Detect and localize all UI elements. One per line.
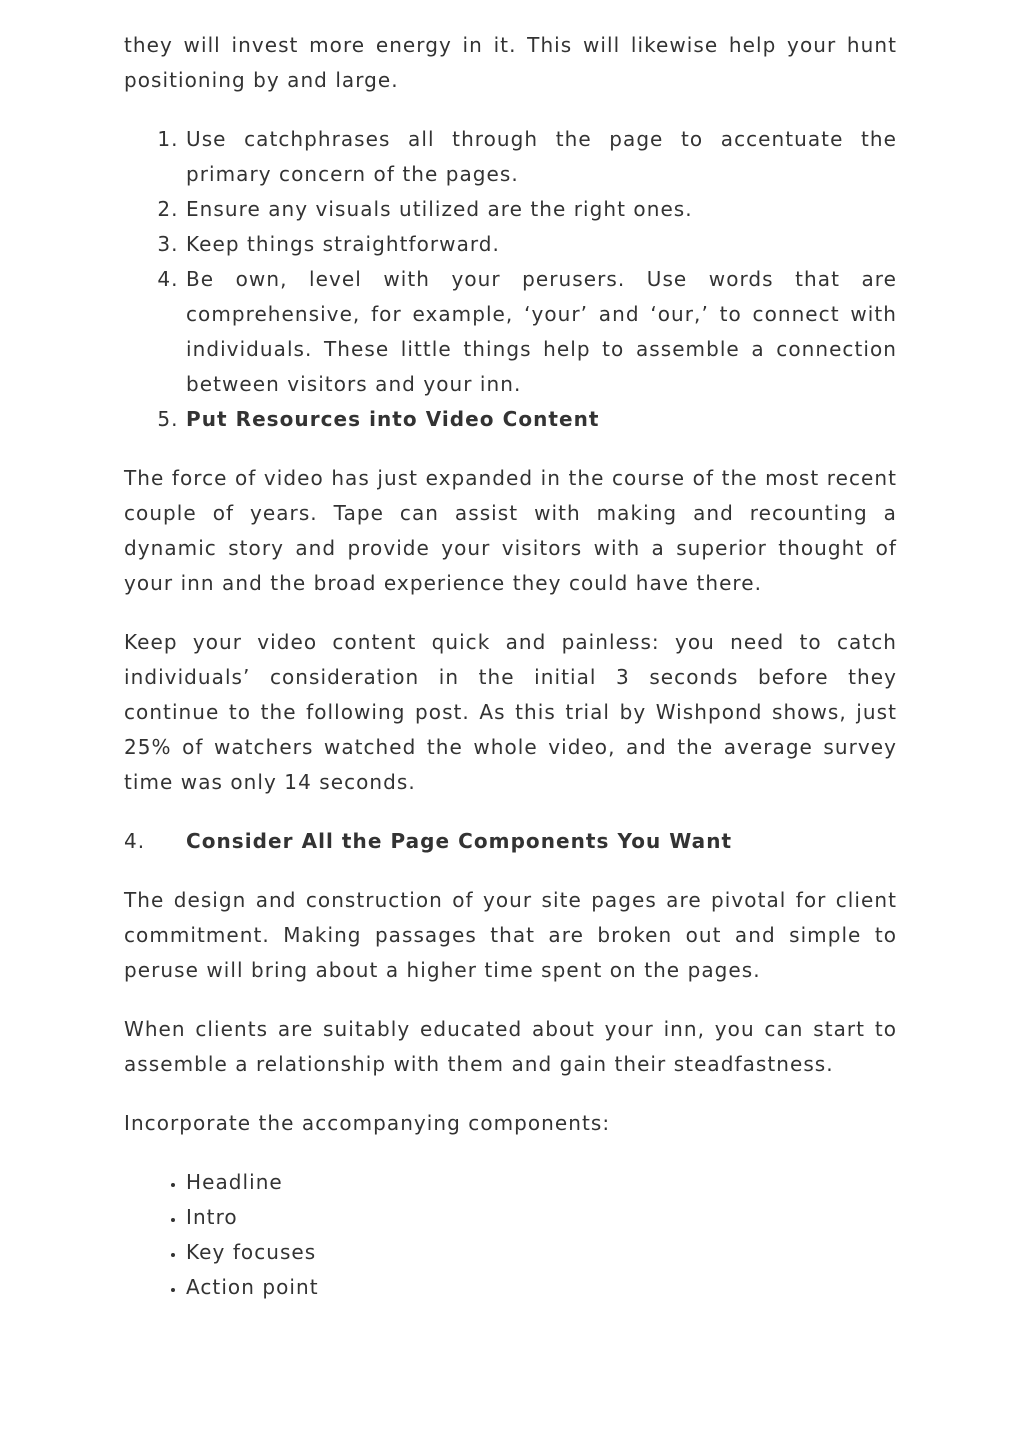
- video-paragraph-2: Keep your video content quick and painless: you need to catch individuals’ consideration in the initial 3 seconds before they continue to the following post. As this trial by Wishpond shows, just 25% of watchers watched the whole video, and the average survey time was only 14 seconds.: [124, 630, 897, 794]
- section-heading: [124, 824, 897, 859]
- list-item: • Intro: [186, 1200, 897, 1235]
- document-page: [124, 28, 897, 1329]
- components-paragraph-1: The design and construction of your site pages are pivotal for client commitment. Making passages that are broken out and simple to peruse will bring about a higher time spent on the pages.: [124, 888, 897, 982]
- intro-paragraph: they will invest more energy in it. This will likewise help your hunt positioning by and large.: [124, 33, 897, 92]
- section-heading-text: Consider All the Page Components You Want: [186, 829, 733, 853]
- components-paragraph-2: When clients are suitably educated about your inn, you can start to assemble a relationship with them and gain their steadfastness.: [124, 1017, 897, 1076]
- list-item-video-heading: [186, 402, 897, 437]
- list-item: • Action point: [186, 1270, 897, 1305]
- section-heading-number: 4.: [124, 829, 146, 853]
- list-item: 2. Ensure any visuals utilized are the right ones.: [186, 192, 897, 227]
- components-bullet-list: [124, 1165, 897, 1305]
- list-item: 3. Keep things straightforward.: [186, 227, 897, 262]
- list-item: • Headline: [186, 1165, 897, 1200]
- video-heading-text: Put Resources into Video Content: [186, 407, 600, 431]
- list-item: 4. Be own, level with your perusers. Use words that are comprehensive, for example, ‘your’ and ‘our,’ to connect with individuals. These little things help to assemble a connection between visitors and your inn.: [186, 262, 897, 402]
- video-paragraph-1: The force of video has just expanded in the course of the most recent couple of years. Tape can assist with making and recounting a dynamic story and provide your visitors with a superior thought of your inn and the broad experience they could have there.: [124, 466, 897, 595]
- components-paragraph-3: Incorporate the accompanying components:: [124, 1111, 611, 1135]
- list-item: • Key focuses: [186, 1235, 897, 1270]
- tips-ordered-list: [124, 122, 897, 437]
- list-item: 1. Use catchphrases all through the page to accentuate the primary concern of the pages.: [186, 122, 897, 192]
